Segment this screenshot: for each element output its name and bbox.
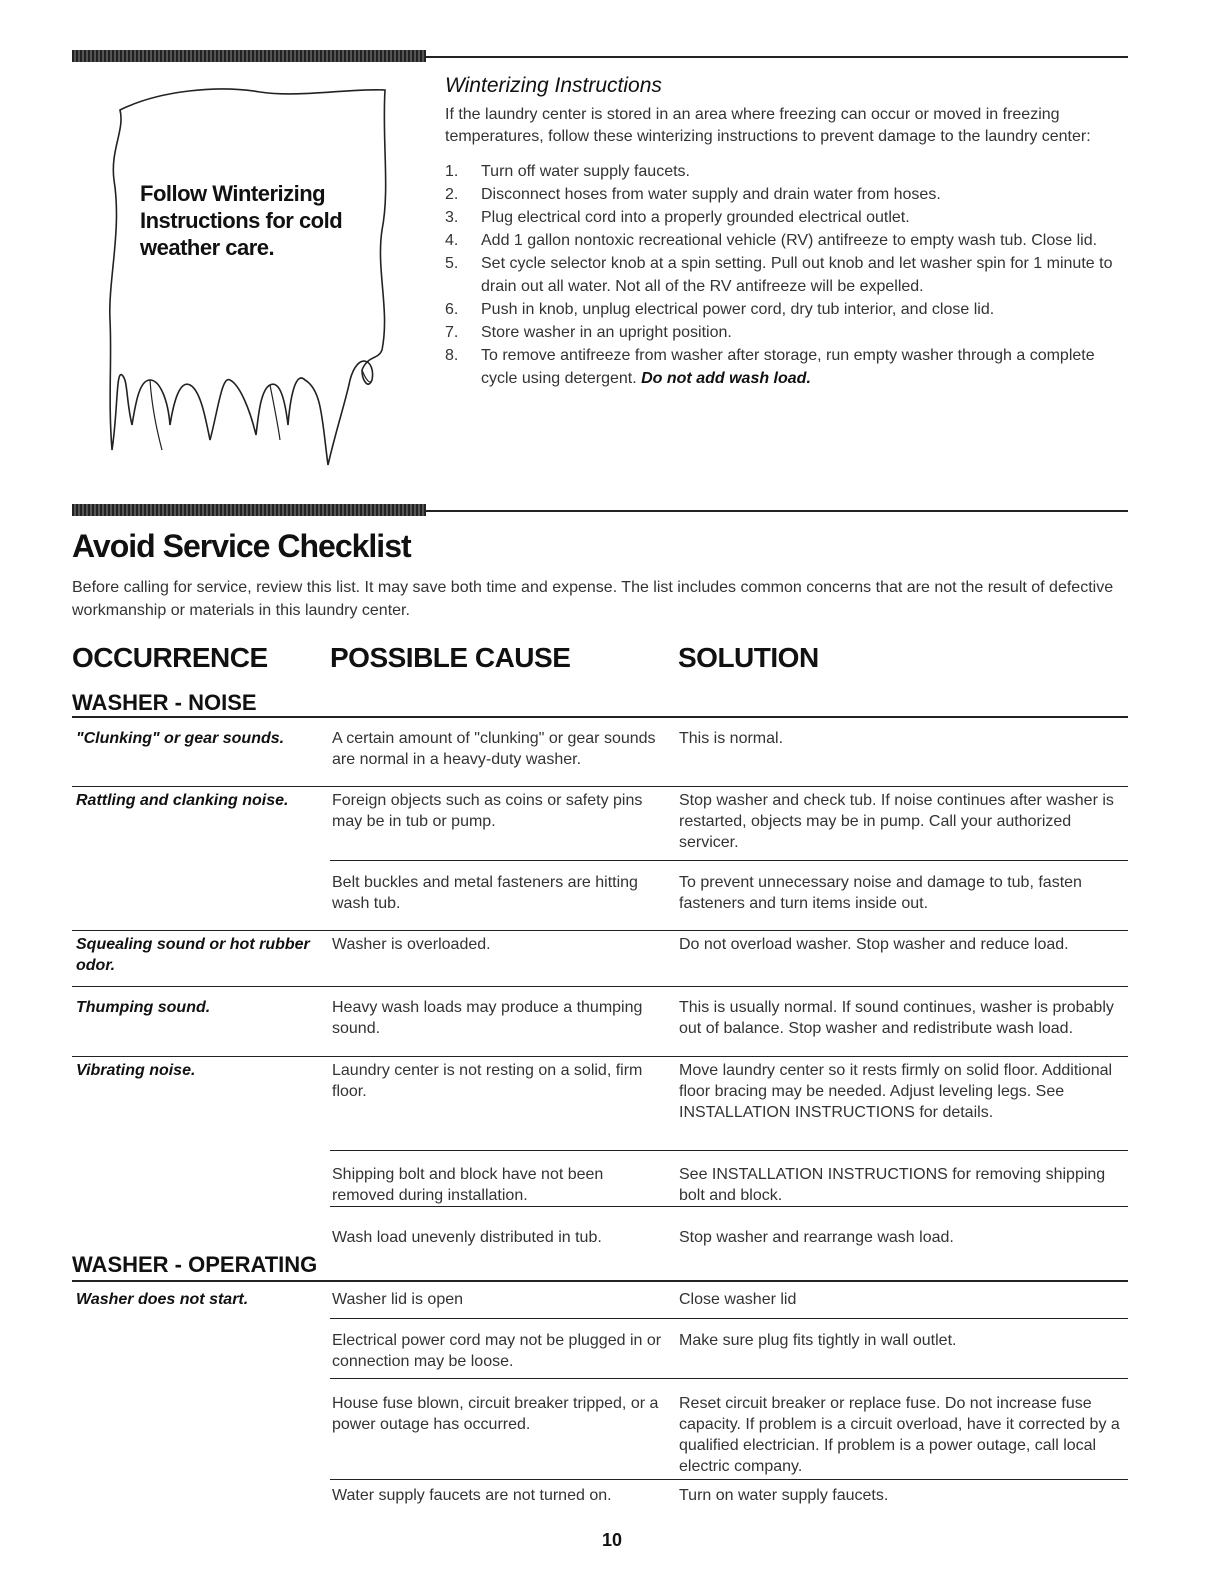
- winterizing-step: [445, 344, 1135, 390]
- row-divider: [330, 1150, 1128, 1151]
- step-number: 2.: [445, 186, 459, 203]
- occurrence-cell: Thumping sound.: [76, 999, 211, 1016]
- step-text: Add 1 gallon nontoxic recreational vehicle (RV) antifreeze to empty wash tub. Close lid.: [481, 232, 1098, 249]
- section-washer-operating: WASHER - OPERATING: [72, 1252, 318, 1277]
- winterizing-step: [445, 160, 1135, 183]
- winterizing-step: [445, 183, 1135, 206]
- winterizing-callout: Follow Winterizing Instructions for cold weather care.: [140, 181, 343, 260]
- column-header-occurrence: OCCURRENCE: [72, 642, 268, 673]
- step-text: To remove antifreeze from washer after storage, run empty washer through a complete cycle using detergent.: [481, 347, 1095, 387]
- checklist-title: Avoid Service Checklist: [72, 528, 411, 564]
- step-text: Plug electrical cord into a properly grounded electrical outlet.: [481, 209, 910, 226]
- step-text: Turn off water supply faucets.: [481, 163, 690, 180]
- solution-cell: See INSTALLATION INSTRUCTIONS for removing shipping bolt and block.: [679, 1166, 1106, 1204]
- column-header-cause: POSSIBLE CAUSE: [330, 642, 571, 673]
- cause-cell: Belt buckles and metal fasteners are hitting wash tub.: [332, 874, 638, 912]
- step-number: 7.: [445, 324, 459, 341]
- row-divider: [72, 1056, 1128, 1057]
- occurrence-cell: Rattling and clanking noise.: [76, 792, 289, 809]
- section-washer-noise: WASHER - NOISE: [72, 690, 257, 715]
- winterizing-step: [445, 252, 1135, 298]
- step-text: Push in knob, unplug electrical power cord, dry tub interior, and close lid.: [481, 301, 995, 318]
- winterizing-step: [445, 321, 1135, 344]
- cause-cell: Washer lid is open: [332, 1291, 464, 1308]
- cause-cell: Water supply faucets are not turned on.: [332, 1487, 612, 1504]
- solution-cell: Stop washer and rearrange wash load.: [679, 1229, 954, 1246]
- cause-cell: House fuse blown, circuit breaker tripped, or a power outage has occurred.: [332, 1395, 659, 1433]
- cause-cell: Foreign objects such as coins or safety pins may be in tub or pump.: [332, 792, 643, 830]
- solution-cell: This is normal.: [679, 730, 784, 747]
- occurrence-cell: "Clunking" or gear sounds.: [76, 730, 285, 747]
- solution-cell: Do not overload washer. Stop washer and reduce load.: [679, 936, 1069, 953]
- step-text: Store washer in an upright position.: [481, 324, 732, 341]
- occurrence-cell: Washer does not start.: [76, 1291, 249, 1308]
- cause-cell: Shipping bolt and block have not been removed during installation.: [332, 1166, 604, 1204]
- winterizing-steps: [445, 160, 1135, 390]
- solution-cell: This is usually normal. If sound continues, washer is probably out of balance. Stop washer and redistribute wash load.: [679, 999, 1114, 1037]
- cause-cell: Laundry center is not resting on a solid, firm floor.: [332, 1062, 643, 1100]
- step-number: 1.: [445, 163, 459, 180]
- page-number: 10: [601, 1530, 623, 1550]
- step-number: 8.: [445, 347, 459, 364]
- icicle-callout-frame: [100, 80, 400, 475]
- step-number: 4.: [445, 232, 459, 249]
- row-divider: [72, 986, 1128, 987]
- row-divider: [330, 860, 1128, 861]
- row-divider: [330, 1378, 1128, 1379]
- column-header-solution: SOLUTION: [678, 642, 819, 673]
- step-number: 5.: [445, 255, 459, 272]
- occurrence-cell: Vibrating noise.: [76, 1062, 196, 1079]
- section-rule-bar: [72, 504, 426, 516]
- top-rule-bar: [72, 50, 426, 62]
- checklist-intro: Before calling for service, review this list. It may save both time and expense. The list includes common concerns that are not the result of defective workmanship or materials in this laundry center.: [72, 579, 1114, 619]
- cause-cell: Wash load unevenly distributed in tub.: [332, 1229, 602, 1246]
- solution-cell: Turn on water supply faucets.: [679, 1487, 889, 1504]
- row-divider: [72, 930, 1128, 931]
- solution-cell: Reset circuit breaker or replace fuse. Do not increase fuse capacity. If problem is a circuit overload, have it corrected by a qualified electrician. If problem is a power outage, call local electric company.: [679, 1395, 1120, 1475]
- solution-cell: Make sure plug fits tightly in wall outlet.: [679, 1332, 957, 1349]
- step-number: 3.: [445, 209, 459, 226]
- cause-cell: Washer is overloaded.: [332, 936, 491, 953]
- winterizing-title: Winterizing Instructions: [445, 74, 662, 97]
- cause-cell: A certain amount of "clunking" or gear sounds are normal in a heavy-duty washer.: [332, 730, 656, 768]
- row-divider: [330, 1206, 1128, 1207]
- winterizing-step: [445, 229, 1135, 252]
- solution-cell: Move laundry center so it rests firmly on solid floor. Additional floor bracing may be needed. Adjust leveling legs. See INSTALLATION INSTRUCTIONS for details.: [679, 1062, 1113, 1121]
- step-text: Set cycle selector knob at a spin setting. Pull out knob and let washer spin for 1 minute to drain out all water. Not all of the RV antifreeze will be expelled.: [481, 255, 1113, 295]
- solution-cell: To prevent unnecessary noise and damage to tub, fasten fasteners and turn items inside out.: [679, 874, 1082, 912]
- step-number: 6.: [445, 301, 459, 318]
- step-text: Disconnect hoses from water supply and drain water from hoses.: [481, 186, 941, 203]
- row-divider: [72, 786, 1128, 787]
- row-divider: [330, 1318, 1128, 1319]
- divider: [72, 1280, 1128, 1282]
- solution-cell: Close washer lid: [679, 1291, 797, 1308]
- winterizing-step: [445, 298, 1135, 321]
- solution-cell: Stop washer and check tub. If noise continues after washer is restarted, objects may be in pump. Call your authorized servicer.: [679, 792, 1114, 851]
- cause-cell: Heavy wash loads may produce a thumping sound.: [332, 999, 643, 1037]
- winterizing-section: [445, 74, 1135, 390]
- occurrence-cell: Squealing sound or hot rubber odor.: [76, 936, 310, 974]
- step-emphasis: Do not add wash load.: [641, 370, 811, 387]
- divider: [72, 716, 1128, 718]
- winterizing-intro: If the laundry center is stored in an area where freezing can occur or moved in freezing temperatures, follow these winterizing instructions to prevent damage to the laundry center:: [445, 106, 1091, 145]
- winterizing-step: [445, 206, 1135, 229]
- row-divider: [330, 1479, 1128, 1480]
- cause-cell: Electrical power cord may not be plugged in or connection may be loose.: [332, 1332, 662, 1370]
